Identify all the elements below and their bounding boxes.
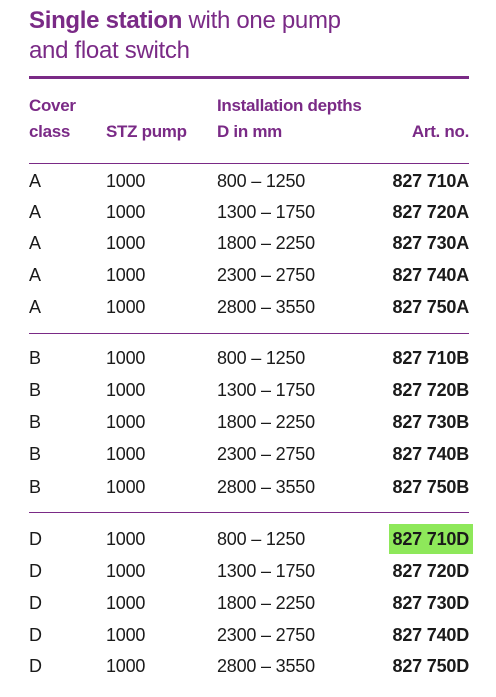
stz-pump-cell: 1000 <box>106 202 146 222</box>
header-depth-line2: D in mm <box>217 122 282 141</box>
header-divider <box>29 163 469 164</box>
table-row <box>0 292 496 322</box>
stz-pump-cell: 1000 <box>106 171 146 191</box>
cover-class-cell: D <box>29 561 42 581</box>
cover-class-cell: B <box>29 444 41 464</box>
article-number-cell: 827 710A <box>392 171 469 191</box>
table-row <box>0 524 496 554</box>
table-row <box>0 375 496 405</box>
cover-class-cell: D <box>29 656 42 676</box>
article-number-cell: 827 750D <box>392 656 469 676</box>
table-row <box>0 651 496 681</box>
header-stz-pump: STZ pump <box>106 122 187 141</box>
stz-pump-cell: 1000 <box>106 477 146 497</box>
cover-class-cell: B <box>29 412 41 432</box>
title-rest: with one pump <box>182 7 341 34</box>
stz-pump-cell: 1000 <box>106 348 146 368</box>
installation-depth-cell: 1800 – 2250 <box>217 593 315 613</box>
cover-class-cell: A <box>29 265 41 285</box>
article-number-cell: 827 720A <box>392 202 469 222</box>
installation-depth-cell: 2300 – 2750 <box>217 265 315 285</box>
cover-class-cell: B <box>29 477 41 497</box>
cover-class-cell: A <box>29 171 41 191</box>
table-row <box>0 343 496 373</box>
cover-class-cell: A <box>29 297 41 317</box>
article-number-cell: 827 720B <box>392 380 469 400</box>
article-number-cell: 827 740D <box>392 625 469 645</box>
article-number-cell: 827 740B <box>392 444 469 464</box>
article-number-cell: 827 750B <box>392 477 469 497</box>
cover-class-cell: D <box>29 593 42 613</box>
group-divider-d <box>29 512 469 513</box>
table-row <box>0 407 496 437</box>
installation-depth-cell: 800 – 1250 <box>217 529 306 549</box>
table-row <box>0 472 496 502</box>
article-number-cell: 827 730B <box>392 412 469 432</box>
header-depth-line1: Installation depths <box>217 96 362 115</box>
cover-class-cell: D <box>29 625 42 645</box>
stz-pump-cell: 1000 <box>106 412 146 432</box>
header-art-no: Art. no. <box>411 122 469 141</box>
table-row <box>0 197 496 227</box>
stz-pump-cell: 1000 <box>106 656 146 676</box>
article-number-cell: 827 710B <box>392 348 469 368</box>
installation-depth-cell: 800 – 1250 <box>217 348 306 368</box>
title-bold: Single station <box>29 7 183 34</box>
installation-depth-cell: 2300 – 2750 <box>217 444 315 464</box>
installation-depth-cell: 1800 – 2250 <box>217 233 315 253</box>
article-number-cell: 827 740A <box>392 265 469 285</box>
header-cover-line1: Cover <box>29 96 76 115</box>
table-row <box>0 260 496 290</box>
stz-pump-cell: 1000 <box>106 593 146 613</box>
installation-depth-cell: 2800 – 3550 <box>217 656 315 676</box>
installation-depth-cell: 1300 – 1750 <box>217 561 315 581</box>
article-number-cell: 827 720D <box>392 561 469 581</box>
stz-pump-cell: 1000 <box>106 380 146 400</box>
article-number-cell: 827 730D <box>392 593 469 613</box>
installation-depth-cell: 2300 – 2750 <box>217 625 315 645</box>
cover-class-cell: B <box>29 348 41 368</box>
table-row <box>0 620 496 650</box>
table-row <box>0 439 496 469</box>
stz-pump-cell: 1000 <box>106 265 146 285</box>
table-row <box>0 166 496 196</box>
stz-pump-cell: 1000 <box>106 561 146 581</box>
title-divider <box>29 76 469 79</box>
table-row <box>0 228 496 258</box>
article-number-cell: 827 730A <box>392 233 469 253</box>
stz-pump-cell: 1000 <box>106 444 146 464</box>
group-divider-b <box>29 333 469 334</box>
installation-depth-cell: 2800 – 3550 <box>217 477 315 497</box>
stz-pump-cell: 1000 <box>106 625 146 645</box>
installation-depth-cell: 1300 – 1750 <box>217 380 315 400</box>
header-cover-class <box>29 95 76 143</box>
article-number-cell: 827 710D <box>389 524 473 554</box>
cover-class-cell: B <box>29 380 41 400</box>
stz-pump-cell: 1000 <box>106 529 146 549</box>
installation-depth-cell: 1800 – 2250 <box>217 412 315 432</box>
page-title <box>29 6 341 66</box>
header-cover-line2: class <box>29 122 71 141</box>
table-row <box>0 588 496 618</box>
installation-depth-cell: 2800 – 3550 <box>217 297 315 317</box>
cover-class-cell: A <box>29 233 41 253</box>
table-row <box>0 556 496 586</box>
stz-pump-cell: 1000 <box>106 297 146 317</box>
cover-class-cell: A <box>29 202 41 222</box>
header-installation-depths <box>217 95 361 143</box>
stz-pump-cell: 1000 <box>106 233 146 253</box>
title-line2: and float switch <box>29 37 190 64</box>
installation-depth-cell: 1300 – 1750 <box>217 202 315 222</box>
article-number-cell: 827 750A <box>392 297 469 317</box>
installation-depth-cell: 800 – 1250 <box>217 171 306 191</box>
cover-class-cell: D <box>29 529 42 549</box>
